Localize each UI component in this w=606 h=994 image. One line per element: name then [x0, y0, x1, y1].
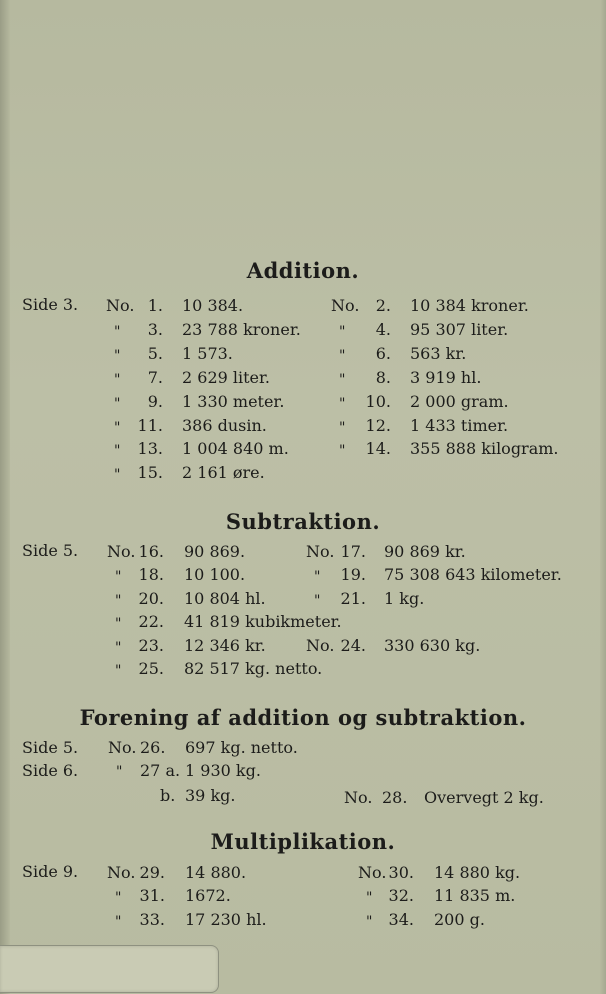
addition-row-no: No. [106, 296, 135, 315]
addition-row-num: 13. [137, 439, 163, 459]
addition-row-val2: 1 433 timer. [410, 415, 509, 435]
addition-row-num2: 12. [365, 415, 391, 435]
multiplikation-row-val: 1672. [185, 886, 231, 906]
addition-row-val2: 2 000 gram. [410, 391, 509, 411]
multiplikation-row-val2: 11 835 m. [434, 886, 516, 906]
addition-row-no: " [114, 419, 121, 436]
addition-row-num2: 4. [375, 319, 391, 339]
forening-row3-val2: Overvegt 2 kg. [424, 788, 544, 807]
multiplikation-row-no: " [115, 913, 122, 930]
subtraktion-row-no: " [115, 663, 122, 679]
addition-row-num2: 8. [375, 367, 391, 387]
multiplikation-row-no2: No. [358, 863, 387, 882]
subtraktion-row-num2: 24. [340, 635, 366, 655]
forening-row2-num: 27 a. [140, 761, 181, 780]
addition-row-val2: 355 888 kilogram. [410, 439, 559, 459]
addition-row-val: 23 788 kroner. [182, 319, 301, 339]
addition-row-val: 1 330 meter. [182, 391, 285, 411]
multiplikation-row-num2: 34. [388, 909, 414, 929]
subtraktion-row-val2: 1 kg. [384, 588, 425, 608]
multiplikation-row-val: 17 230 hl. [185, 909, 267, 929]
multiplikation-row-num: 33. [139, 909, 165, 929]
subtraktion-row-num: 23. [138, 635, 164, 655]
addition-row-num: 5. [147, 343, 163, 363]
addition-row-no: " [114, 371, 121, 388]
library-label-sticker [0, 945, 219, 993]
subtraktion-row-val: 82 517 kg. netto. [184, 659, 323, 678]
addition-row-num: 15. [137, 463, 163, 483]
forening-row3-no2: No. [344, 788, 373, 807]
addition-row-no2: " [339, 443, 346, 460]
multiplikation-row-val2: 14 880 kg. [434, 863, 521, 882]
forening-row3-num: b. [160, 786, 176, 805]
subtraktion-row-num: 20. [138, 588, 164, 608]
addition-row-no2: " [339, 371, 346, 388]
subtraktion-row-num: 22. [138, 612, 164, 632]
addition-row-val2: 3 919 hl. [410, 367, 482, 387]
addition-row-no2: " [339, 347, 346, 364]
multiplikation-row-val2: 200 g. [434, 909, 485, 929]
subtraktion-row-no: " [115, 569, 122, 586]
addition-row-no: " [114, 467, 121, 484]
addition-row-no2: " [339, 395, 346, 412]
heading-addition: Addition. [246, 258, 360, 283]
side-label-forening-1: Side 5. [22, 738, 79, 757]
addition-row-num: 11. [137, 415, 163, 435]
subtraktion-row-no: " [115, 616, 122, 633]
subtraktion-row-no2: No. [306, 542, 335, 561]
addition-row-num2: 2. [375, 296, 391, 315]
forening-row3-val: 39 kg. [185, 786, 236, 805]
forening-row1-no: No. [108, 738, 137, 757]
subtraktion-row-num2: 21. [340, 588, 366, 608]
side-label-subtraktion: Side 5. [22, 541, 79, 560]
subtraktion-row-no: " [115, 639, 122, 656]
multiplikation-row-val: 14 880. [185, 863, 247, 882]
subtraktion-row-no2: " [314, 592, 321, 609]
addition-row-num2: 14. [365, 439, 391, 459]
heading-multiplikation: Multiplikation. [210, 829, 396, 854]
subtraktion-row-no: No. [107, 542, 136, 561]
addition-row-no: " [114, 347, 121, 364]
forening-row2-no: " [116, 764, 123, 780]
subtraktion-row-no2: No. [306, 635, 335, 655]
subtraktion-row-val: 12 346 kr. [184, 635, 266, 655]
addition-row-val: 2 161 øre. [182, 463, 265, 483]
forening-row3-num2: 28. [382, 788, 408, 807]
subtraktion-row-val: 90 869. [184, 542, 246, 561]
subtraktion-row-num: 16. [138, 542, 164, 561]
addition-row-num: 7. [147, 367, 163, 387]
subtraktion-row-num: 25. [138, 659, 164, 678]
subtraktion-row-val2: 90 869 kr. [384, 542, 466, 561]
addition-row-num2: 6. [375, 343, 391, 363]
subtraktion-row-val: 41 819 kubikmeter. [184, 612, 342, 632]
multiplikation-row-no: No. [107, 863, 136, 882]
addition-row-val2: 95 307 liter. [410, 319, 509, 339]
addition-row-val: 386 dusin. [182, 415, 267, 435]
multiplikation-row-num: 29. [139, 863, 165, 882]
side-label-addition: Side 3. [22, 295, 79, 314]
subtraktion-row-val2: 75 308 643 kilometer. [384, 565, 562, 585]
addition-row-val2: 563 kr. [410, 343, 467, 363]
addition-row-val: 1 573. [182, 343, 233, 363]
multiplikation-row-no2: " [366, 890, 373, 907]
heading-forening: Forening af addition og subtraktion. [79, 705, 527, 730]
heading-subtraktion: Subtraktion. [225, 509, 381, 534]
addition-row-val2: 10 384 kroner. [410, 296, 529, 315]
multiplikation-row-num2: 30. [388, 863, 414, 882]
addition-row-val: 1 004 840 m. [182, 439, 289, 459]
subtraktion-row-num2: 19. [340, 565, 366, 585]
side-label-forening-2: Side 6. [22, 761, 79, 780]
addition-row-no: " [114, 323, 121, 340]
addition-row-num2: 10. [365, 391, 391, 411]
addition-row-num: 3. [147, 319, 163, 339]
subtraktion-row-no2: " [314, 569, 321, 586]
subtraktion-row-num: 18. [138, 565, 164, 585]
forening-row2-val: 1 930 kg. [185, 761, 261, 780]
subtraktion-row-val2: 330 630 kg. [384, 635, 481, 655]
addition-row-val: 10 384. [182, 296, 244, 315]
subtraktion-row-val: 10 804 hl. [184, 588, 266, 608]
multiplikation-row-num2: 32. [388, 886, 414, 906]
subtraktion-row-no: " [115, 592, 122, 609]
forening-row1-val: 697 kg. netto. [185, 738, 298, 757]
multiplikation-row-no2: " [366, 913, 373, 930]
multiplikation-row-num: 31. [139, 886, 165, 906]
subtraktion-row-val: 10 100. [184, 565, 246, 585]
forening-row1-num: 26. [140, 738, 166, 757]
addition-row-num: 9. [147, 391, 163, 411]
addition-row-val: 2 629 liter. [182, 367, 270, 387]
addition-row-no2: No. [331, 296, 360, 315]
addition-row-num: 1. [147, 296, 163, 315]
subtraktion-row-num2: 17. [340, 542, 366, 561]
side-label-multiplikation: Side 9. [22, 862, 79, 881]
addition-row-no: " [114, 443, 121, 460]
addition-row-no: " [114, 395, 121, 412]
addition-row-no2: " [339, 419, 346, 436]
multiplikation-row-no: " [115, 890, 122, 907]
addition-row-no2: " [339, 323, 346, 340]
